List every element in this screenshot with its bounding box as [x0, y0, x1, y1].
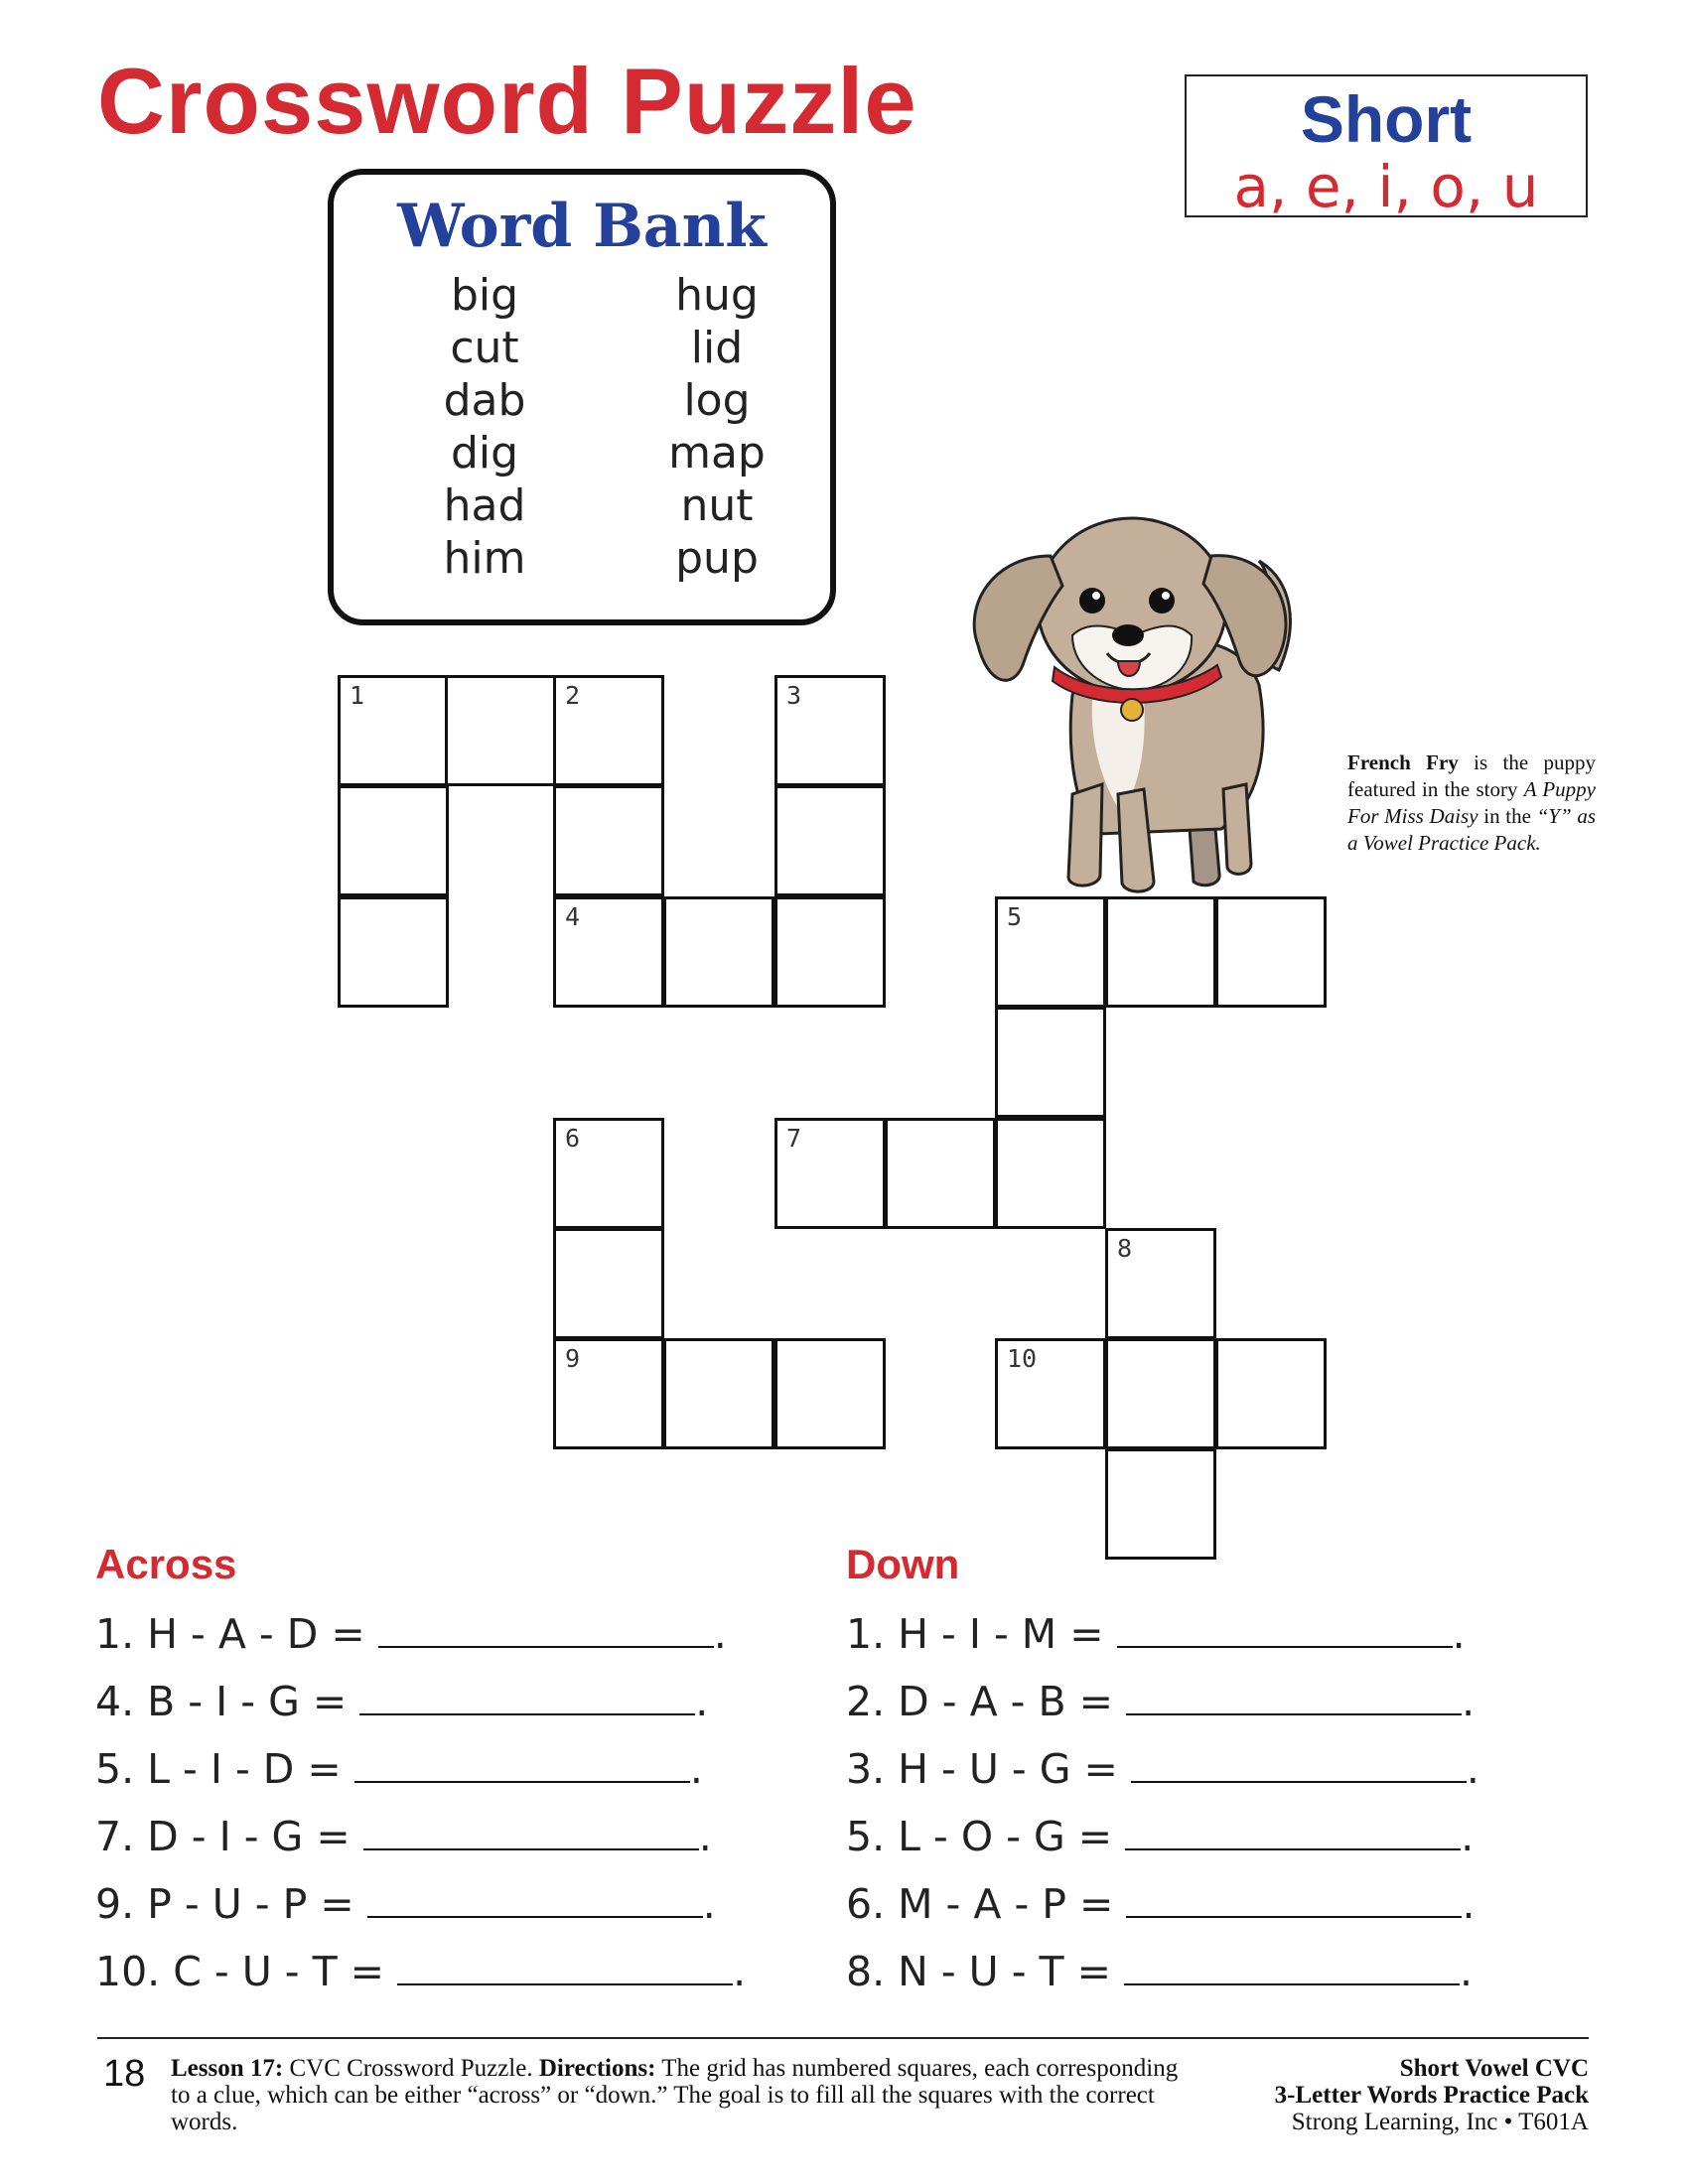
puppy-back-leg-right	[1223, 784, 1251, 874]
product-line1: Short Vowel CVC	[1399, 2055, 1589, 2082]
down-clue: 5. L - O - G = .	[846, 1813, 1475, 1860]
clue-number: 1	[350, 681, 365, 710]
answer-blank[interactable]	[367, 1878, 703, 1918]
grid-cell[interactable]	[553, 785, 664, 896]
product-line2: 3-Letter Words Practice Pack	[1274, 2082, 1589, 2109]
directions-label: Directions:	[538, 2055, 656, 2082]
grid-cell[interactable]	[995, 1118, 1106, 1229]
across-clue: 4. B - I - G = .	[95, 1678, 709, 1725]
across-clue: 7. D - I - G = .	[95, 1813, 712, 1860]
answer-blank[interactable]	[1117, 1608, 1453, 1648]
answer-blank[interactable]	[1126, 1676, 1462, 1715]
caption-story: A Puppy For Miss Daisy	[1347, 777, 1597, 828]
clue-number: 3	[786, 681, 802, 710]
down-clue: 3. H - U - G = .	[846, 1745, 1479, 1793]
grid-cell[interactable]	[995, 1007, 1106, 1118]
grid-cell[interactable]	[553, 1228, 664, 1339]
down-heading: Down	[846, 1541, 960, 1587]
lesson-label: Lesson 17:	[171, 2055, 284, 2082]
word-bank-item: nut	[680, 480, 754, 531]
caption-pack: “Y” as a Vowel Practice Pack.	[1347, 804, 1597, 855]
across-heading: Across	[95, 1541, 237, 1587]
grid-cell[interactable]	[553, 675, 664, 786]
word-bank-item: lid	[690, 323, 744, 373]
grid-cell[interactable]	[663, 896, 774, 1008]
grid-cell[interactable]	[1215, 1338, 1327, 1449]
answer-blank[interactable]	[354, 1743, 690, 1783]
grid-cell[interactable]	[1105, 1228, 1216, 1339]
word-bank-item: map	[668, 428, 766, 478]
grid-cell[interactable]	[663, 1338, 774, 1449]
word-bank-item: him	[443, 533, 526, 584]
vowel-badge	[1185, 74, 1588, 220]
word-bank-title: Word Bank	[397, 192, 767, 261]
puppy-front-leg-left	[1068, 784, 1102, 886]
puppy-caption	[1347, 750, 1596, 857]
footer-product-info	[1172, 2055, 1589, 2135]
caption-text2: in the	[1483, 804, 1531, 828]
across-clue: 9. P - U - P = .	[95, 1880, 716, 1928]
grid-cell[interactable]	[338, 785, 449, 896]
grid-cell[interactable]	[338, 675, 449, 786]
clue-number: 5	[1007, 902, 1023, 931]
grid-cell[interactable]	[995, 1338, 1106, 1449]
puppy-eye-left	[1079, 588, 1105, 614]
down-clue: 6. M - A - P = .	[846, 1880, 1476, 1928]
grid-cell[interactable]	[553, 1338, 664, 1449]
grid-cell[interactable]	[553, 896, 664, 1008]
down-clue: 8. N - U - T = .	[846, 1948, 1474, 1995]
across-clue: 10. C - U - T = .	[95, 1948, 747, 1995]
answer-blank[interactable]	[378, 1608, 714, 1648]
clue-number: 10	[1007, 1344, 1038, 1373]
answer-blank[interactable]	[1124, 1946, 1460, 1985]
grid-cell[interactable]	[885, 1118, 996, 1229]
across-clue: 1. H - A - D = .	[95, 1610, 727, 1658]
answer-blank[interactable]	[1131, 1743, 1467, 1783]
puppy-tag	[1121, 699, 1143, 721]
clue-number: 8	[1117, 1234, 1133, 1263]
grid-cell[interactable]	[774, 1118, 886, 1229]
word-bank-item: cut	[450, 323, 519, 373]
grid-cell[interactable]	[445, 675, 556, 786]
down-clue: 2. D - A - B = .	[846, 1678, 1476, 1725]
word-bank-item: dab	[443, 375, 526, 426]
word-bank-item: hug	[675, 270, 759, 321]
grid-cell[interactable]	[774, 675, 886, 786]
down-clue: 1. H - I - M = .	[846, 1610, 1466, 1658]
grid-cell[interactable]	[1105, 1338, 1216, 1449]
word-bank-item: had	[443, 480, 526, 531]
badge-line2: a, e, i, o, u	[1233, 153, 1539, 220]
across-clue: 5. L - I - D = .	[95, 1745, 703, 1793]
grid-cell[interactable]	[338, 896, 449, 1008]
footer-directions	[171, 2055, 1184, 2135]
page-title: Crossword Puzzle	[97, 49, 917, 153]
answer-blank[interactable]	[363, 1811, 699, 1850]
clue-number: 4	[565, 902, 581, 931]
grid-cell[interactable]	[553, 1118, 664, 1229]
footer-divider	[97, 2037, 1589, 2039]
clue-number: 7	[786, 1124, 802, 1153]
directions-text: The grid has numbered squares, each corresponding to a clue, which can be either “across” or “down.” The goal is to fill all the squares with the correct words.	[171, 2055, 1179, 2135]
caption-text1: is the puppy featured in the story	[1347, 751, 1597, 801]
product-line3: Strong Learning, Inc • T601A	[1291, 2109, 1589, 2135]
badge-line1: Short	[1300, 82, 1473, 156]
page-number: 18	[103, 2053, 146, 2095]
answer-blank[interactable]	[359, 1676, 695, 1715]
answer-blank[interactable]	[397, 1946, 733, 1985]
grid-cell[interactable]	[774, 896, 886, 1008]
clue-number: 2	[565, 681, 581, 710]
grid-cell[interactable]	[1105, 1448, 1216, 1560]
word-bank-item: log	[683, 375, 751, 426]
word-bank-item: pup	[675, 533, 759, 584]
puppy-illustration	[923, 486, 1340, 923]
puppy-nose	[1112, 624, 1144, 646]
lesson-text: CVC Crossword Puzzle.	[289, 2055, 533, 2082]
grid-cell[interactable]	[774, 785, 886, 896]
word-bank	[328, 169, 836, 625]
word-bank-item: big	[450, 270, 519, 321]
word-bank-item: dig	[450, 428, 519, 478]
answer-blank[interactable]	[1126, 1878, 1462, 1918]
clue-number: 9	[565, 1344, 581, 1373]
grid-cell[interactable]	[774, 1338, 886, 1449]
puppy-eye-right	[1149, 588, 1175, 614]
answer-blank[interactable]	[1125, 1811, 1461, 1850]
caption-name: French Fry	[1347, 751, 1459, 774]
clue-number: 6	[565, 1124, 581, 1153]
